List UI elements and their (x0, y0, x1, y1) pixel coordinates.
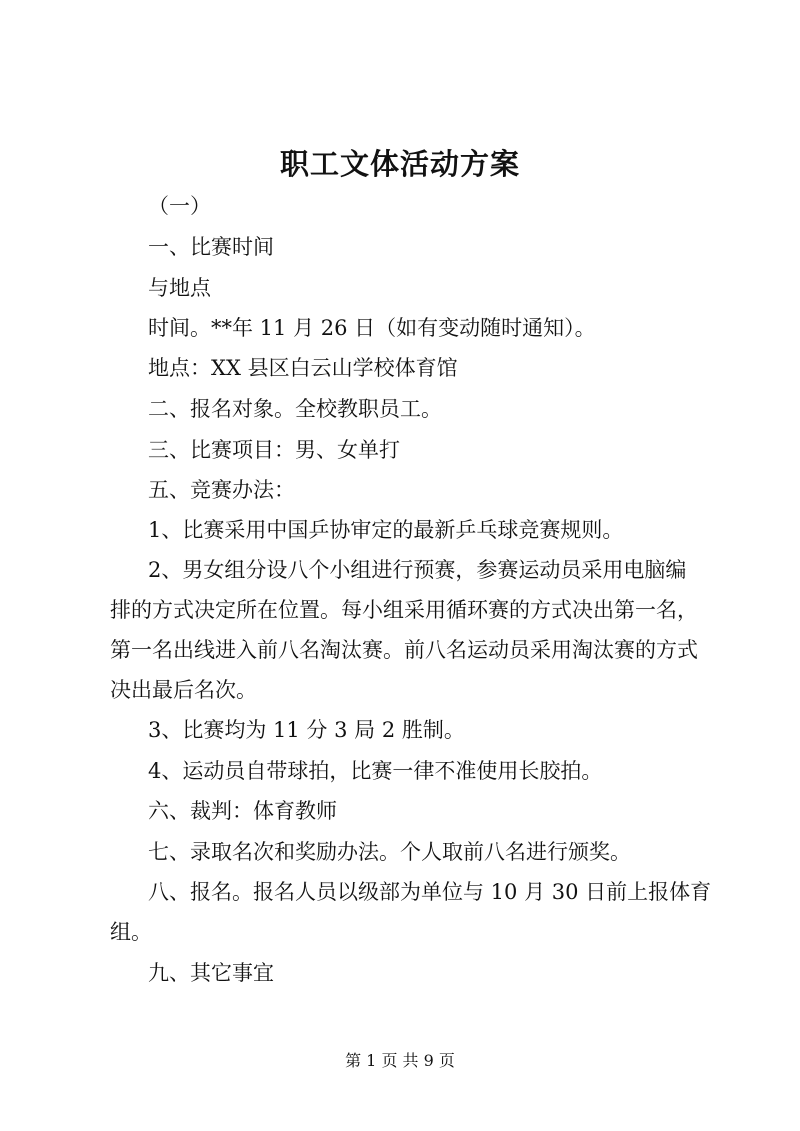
rule-2-line-3: 第一名出线进入前八名淘汰赛。前八名运动员采用淘汰赛的方式 (110, 638, 698, 662)
page-number: 第 1 页 共 9 页 (345, 1051, 455, 1070)
rule-2-line-1: 2、男女组分设八个小组进行预赛，参赛运动员采用电脑编 (148, 558, 687, 582)
document-title: 职工文体活动方案 (279, 147, 520, 181)
participants-line: 二、报名对象。全校教职员工。 (148, 397, 442, 421)
awards-line: 七、录取名次和奖励办法。个人取前八名进行颁奖。 (148, 840, 631, 864)
rules-heading: 五、竞赛办法： (148, 478, 295, 502)
registration-line-1: 八、报名。报名人员以级部为单位与 10 月 30 日前上报体育 (148, 880, 712, 904)
rule-1: 1、比赛采用中国乒协审定的最新乒乓球竞赛规则。 (148, 518, 624, 542)
other-matters-line: 九、其它事宜 (148, 961, 274, 985)
registration-line-2: 组。 (110, 920, 152, 944)
referee-line: 六、裁判：体育教师 (148, 799, 337, 823)
heading-time: 一、比赛时间 (148, 235, 274, 259)
rule-2-line-2: 排的方式决定所在位置。每小组采用循环赛的方式决出第一名， (110, 598, 698, 622)
place-line: 地点：XX 县区白云山学校体育馆 (148, 356, 458, 380)
rule-3: 3、比赛均为 11 分 3 局 2 胜制。 (148, 718, 465, 742)
rule-2-line-4: 决出最后名次。 (110, 678, 257, 702)
section-label: （一） (148, 194, 211, 218)
events-line: 三、比赛项目：男、女单打 (148, 438, 400, 462)
rule-4: 4、运动员自带球拍，比赛一律不准使用长胶拍。 (148, 759, 603, 783)
heading-place: 与地点 (148, 276, 211, 300)
time-line: 时间。**年 11 月 26 日（如有变动随时通知）。 (148, 316, 596, 340)
